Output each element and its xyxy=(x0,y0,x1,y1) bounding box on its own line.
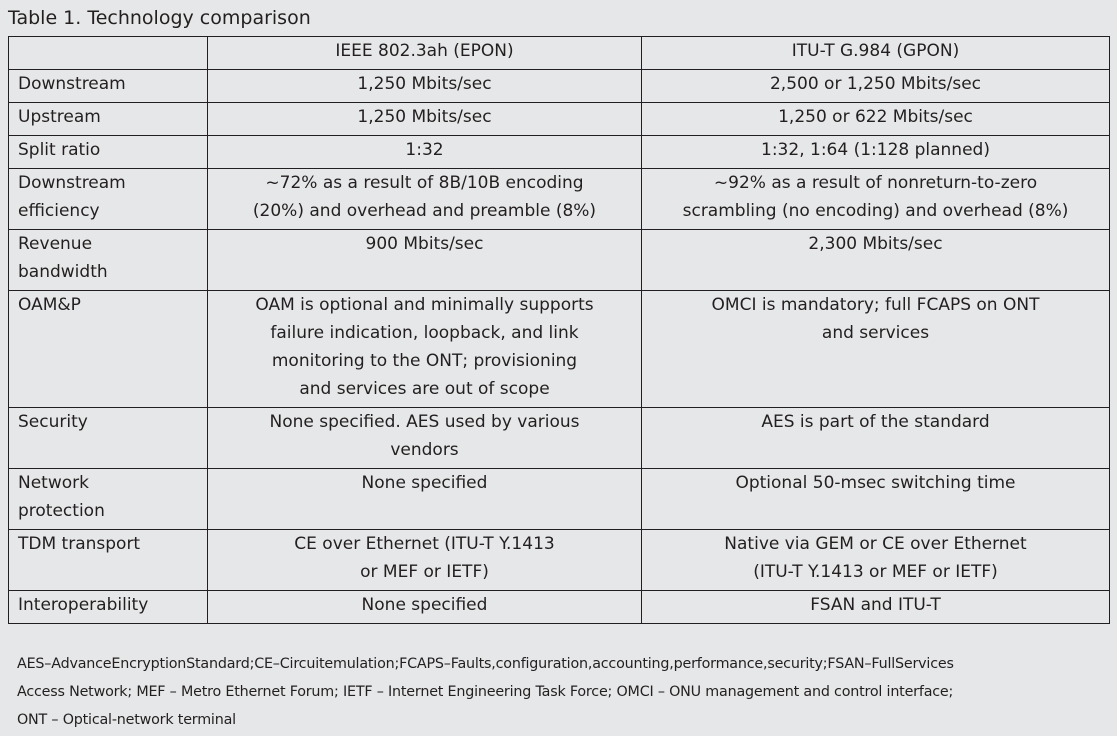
row-label: Downstream efficiency xyxy=(9,169,208,230)
gpon-cell: 1,250 or 622 Mbits/sec xyxy=(642,103,1110,136)
table-title: Table 1. Technology comparison xyxy=(8,7,311,29)
header-gpon: ITU-T G.984 (GPON) xyxy=(642,37,1110,70)
row-label: TDM transport xyxy=(9,530,208,591)
table-row xyxy=(9,136,1110,169)
gpon-cell: AES is part of the standard xyxy=(642,408,1110,469)
footnote: AES–AdvanceEncryptionStandard;CE–Circuitemulation;FCAPS–Faults,configuration,accounting,performance,security;FSAN–FullServices Access Network; MEF – Metro Ethernet Forum; IETF – Internet Engineering Task Force; OMCI – ONU management and control interface; ONT – Optical-network terminal xyxy=(17,656,954,728)
epon-cell: None specified xyxy=(208,469,642,530)
gpon-cell: ~92% as a result of nonreturn-to-zero scrambling (no encoding) and overhead (8%) xyxy=(642,169,1110,230)
table-row xyxy=(9,169,1110,230)
table-row xyxy=(9,70,1110,103)
epon-cell: 1,250 Mbits/sec xyxy=(208,70,642,103)
epon-cell: ~72% as a result of 8B/10B encoding (20%) and overhead and preamble (8%) xyxy=(208,169,642,230)
table-row xyxy=(9,291,1110,408)
table-row xyxy=(9,408,1110,469)
epon-cell: 1,250 Mbits/sec xyxy=(208,103,642,136)
epon-cell: None specified xyxy=(208,591,642,624)
comparison-table xyxy=(8,36,1110,624)
epon-cell: 900 Mbits/sec xyxy=(208,230,642,291)
gpon-cell: Native via GEM or CE over Ethernet (ITU-T Y.1413 or MEF or IETF) xyxy=(642,530,1110,591)
gpon-cell: 2,500 or 1,250 Mbits/sec xyxy=(642,70,1110,103)
row-label: Revenue bandwidth xyxy=(9,230,208,291)
epon-cell: CE over Ethernet (ITU-T Y.1413 or MEF or IETF) xyxy=(208,530,642,591)
gpon-cell: 1:32, 1:64 (1:128 planned) xyxy=(642,136,1110,169)
table-row xyxy=(9,230,1110,291)
gpon-cell: 2,300 Mbits/sec xyxy=(642,230,1110,291)
row-label: Interoperability xyxy=(9,591,208,624)
epon-cell: 1:32 xyxy=(208,136,642,169)
table-row xyxy=(9,469,1110,530)
header-corner xyxy=(9,37,208,70)
epon-cell: None specified. AES used by various vendors xyxy=(208,408,642,469)
gpon-cell: OMCI is mandatory; full FCAPS on ONT and services xyxy=(642,291,1110,408)
table-row xyxy=(9,530,1110,591)
row-label: Security xyxy=(9,408,208,469)
row-label: Network protection xyxy=(9,469,208,530)
epon-cell: OAM is optional and minimally supports failure indication, loopback, and link monitoring to the ONT; provisioning and services are out of scope xyxy=(208,291,642,408)
table-row xyxy=(9,591,1110,624)
row-label: Upstream xyxy=(9,103,208,136)
row-label: Split ratio xyxy=(9,136,208,169)
gpon-cell: FSAN and ITU-T xyxy=(642,591,1110,624)
row-label: Downstream xyxy=(9,70,208,103)
row-label: OAM&P xyxy=(9,291,208,408)
header-epon: IEEE 802.3ah (EPON) xyxy=(208,37,642,70)
table-header-row xyxy=(9,37,1110,70)
table-row xyxy=(9,103,1110,136)
gpon-cell: Optional 50-msec switching time xyxy=(642,469,1110,530)
